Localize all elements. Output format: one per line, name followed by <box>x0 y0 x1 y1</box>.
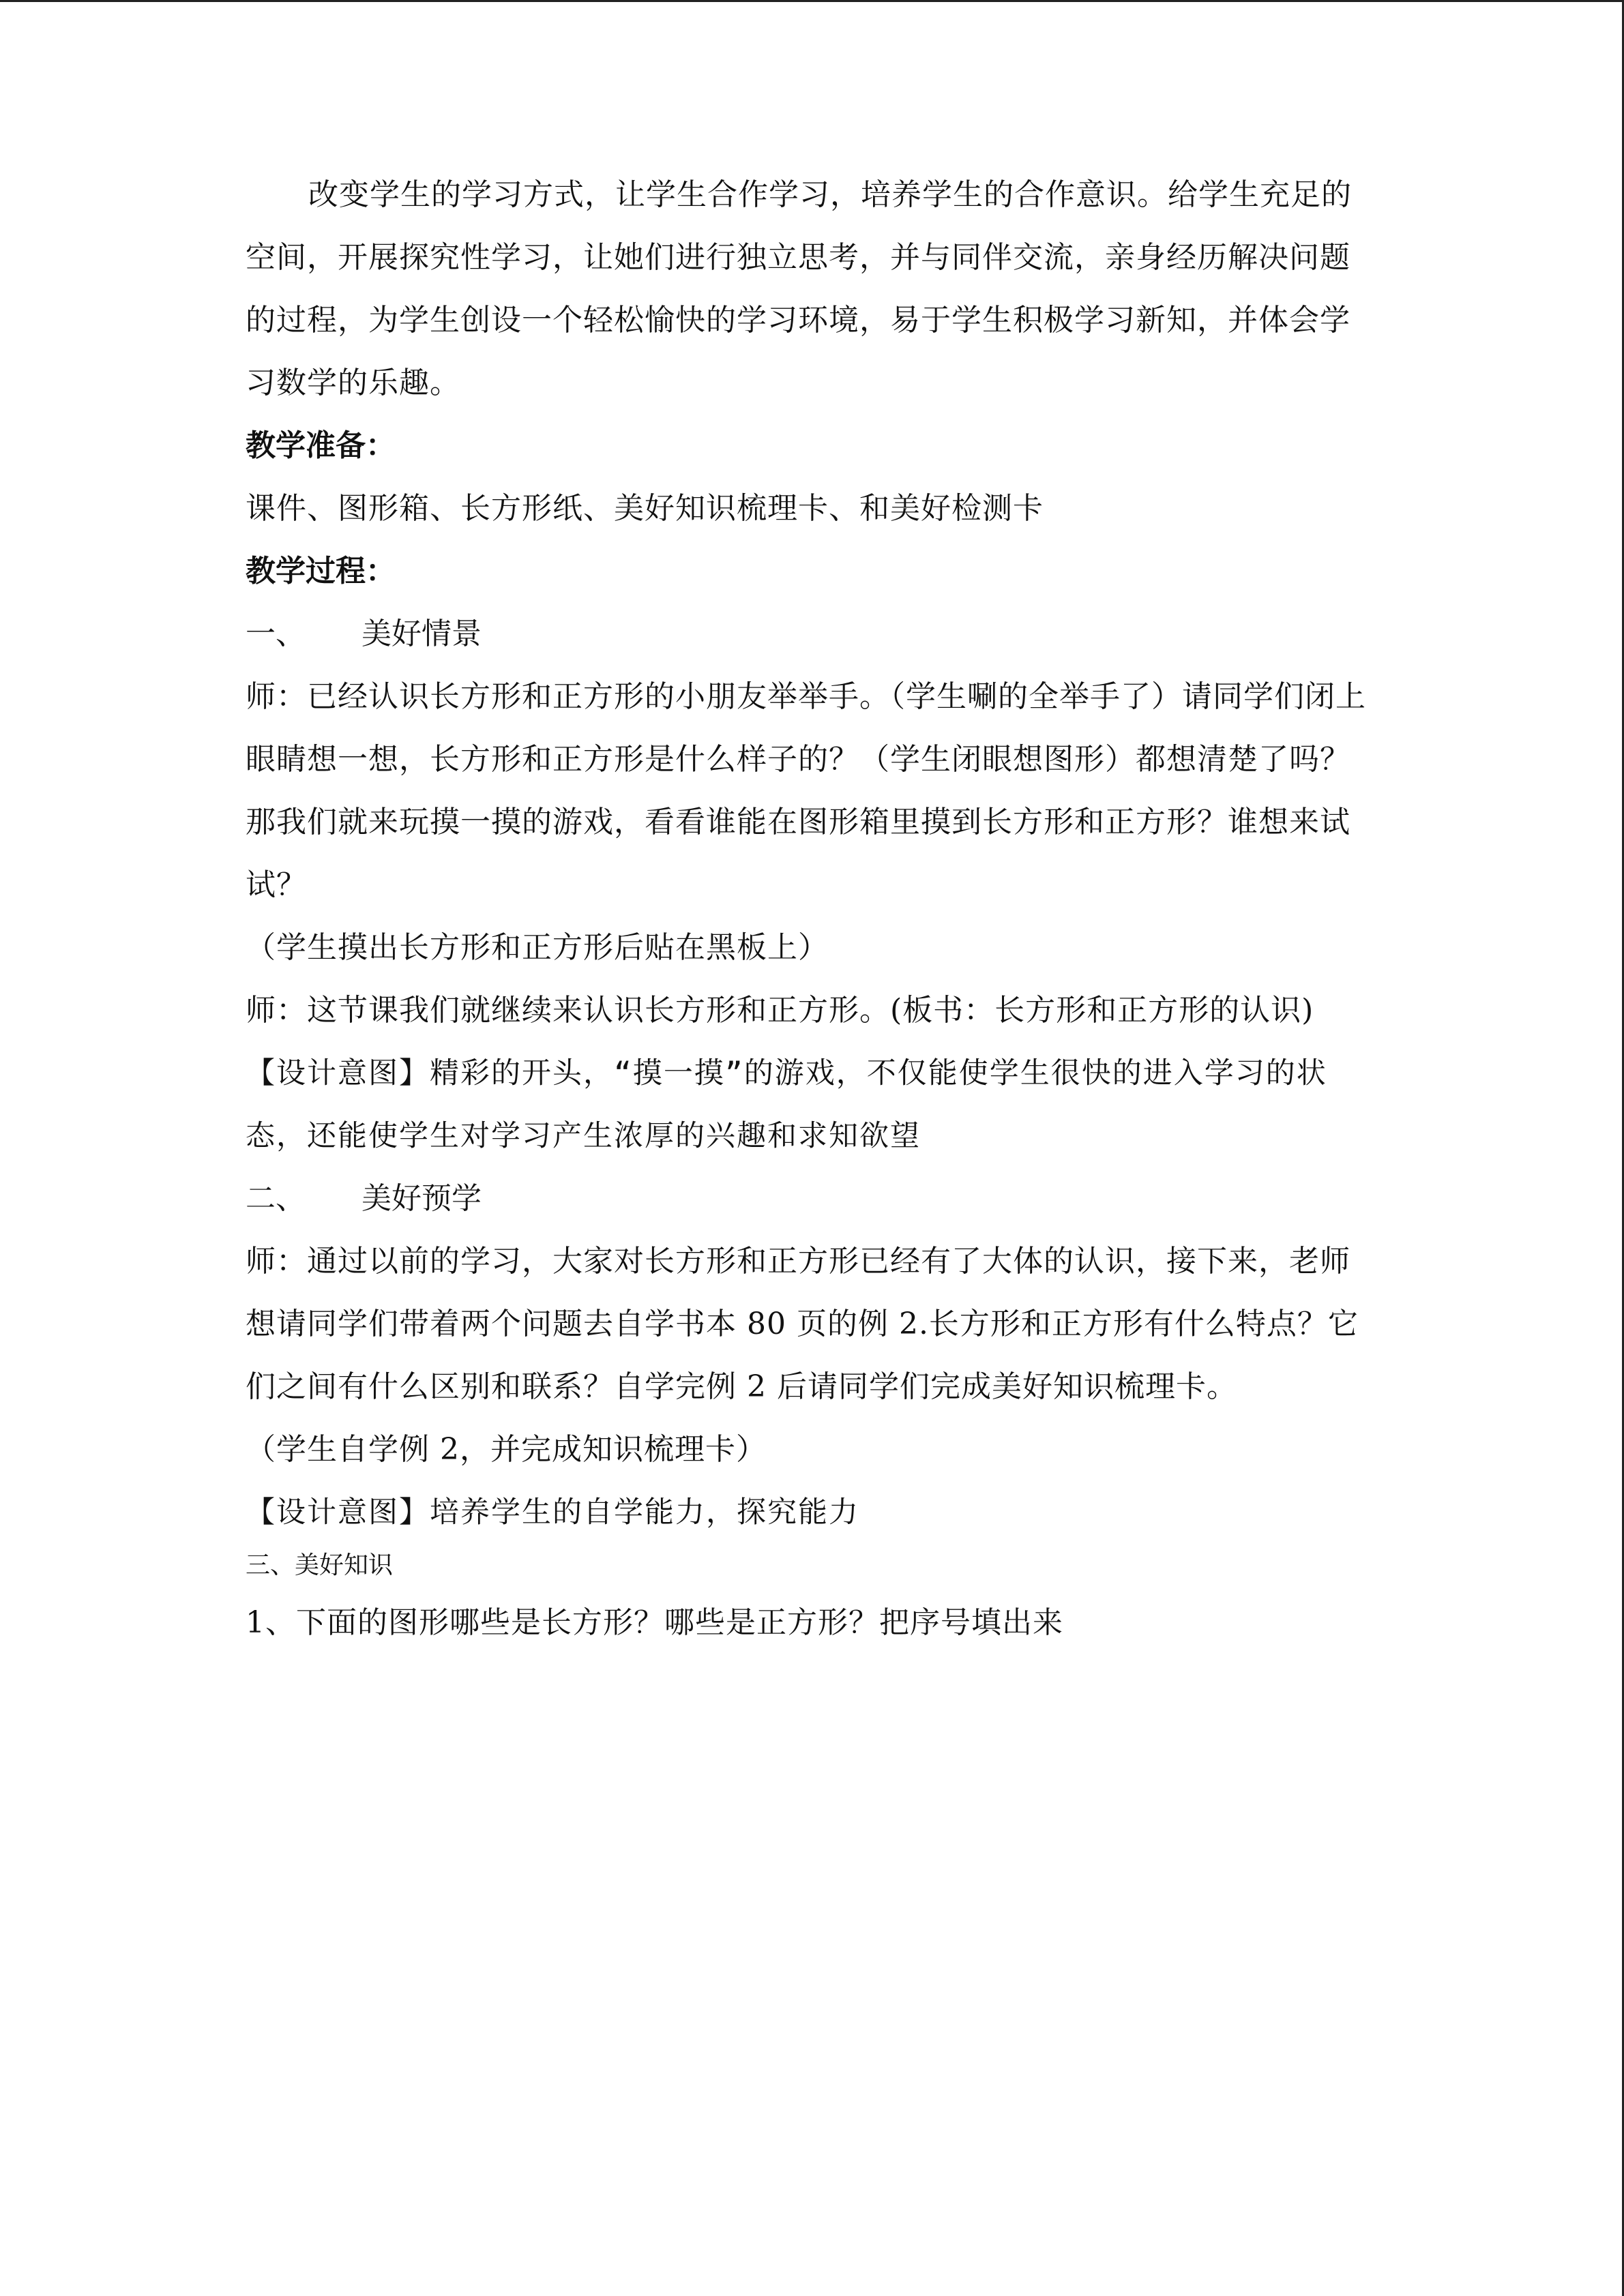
section-2-teacher-line: 师：通过以前的学习，大家对长方形和正方形已经有了大体的认识，接下来，老师想请同学们带着两个问题去自学书本 80 页的例 2.长方形和正方形有什么特点？它们之间有什么区别和联系？自学完例 2 后请同学们完成美好知识梳理卡。 <box>246 1244 1359 1404</box>
section-1-teacher-line-1: 师：已经认识长方形和正方形的小朋友举举手。（学生唰的全举手了）请同学们闭上眼睛想一想，长方形和正方形是什么样子的？（学生闭眼想图形）都想清楚了吗？那我们就来玩摸一摸的游戏，看看谁能在图形箱里摸到长方形和正方形？谁想来试试？ <box>246 679 1366 902</box>
section-2-student-action: （学生自学例 2，并完成知识梳理卡） <box>246 1432 767 1467</box>
document-body <box>246 164 1378 1654</box>
page-border-top <box>0 0 1624 2</box>
prep-items: 课件、图形箱、长方形纸、美好知识梳理卡、和美好检测卡 <box>246 491 1044 526</box>
intro-paragraph: 改变学生的学习方式，让学生合作学习，培养学生的合作意识。给学生充足的空间，开展探究性学习，让她们进行独立思考，并与同伴交流，亲身经历解决问题的过程，为学生创设一个轻松愉快的学习环境，易于学生积极学习新知，并体会学习数学的乐趣。 <box>246 177 1352 400</box>
question-1: 1、下面的图形哪些是长方形？哪些是正方形？把序号填出来 <box>246 1605 1063 1640</box>
section-2-number: 二、 <box>246 1181 306 1216</box>
section-1-number: 一、 <box>246 616 306 651</box>
process-heading: 教学过程： <box>246 554 396 588</box>
section-1-title <box>246 603 1378 666</box>
section-1-student-action: （学生摸出长方形和正方形后贴在黑板上） <box>246 930 829 965</box>
section-2-title <box>246 1167 1378 1230</box>
section-3-title: 三、美好知识 <box>246 1551 394 1579</box>
section-1-label: 美好情景 <box>361 616 482 651</box>
prep-heading: 教学准备： <box>246 428 396 463</box>
section-1-design-note: 【设计意图】精彩的开头，“摸一摸”的游戏，不仅能使学生很快的进入学习的状态，还能使学生对学习产生浓厚的兴趣和求知欲望 <box>246 1056 1327 1153</box>
section-2-design-note: 【设计意图】培养学生的自学能力，探究能力 <box>246 1495 859 1530</box>
section-2-label: 美好预学 <box>361 1181 482 1216</box>
section-1-teacher-line-2: 师：这节课我们就继续来认识长方形和正方形。(板书：长方形和正方形的认识) <box>246 993 1314 1028</box>
